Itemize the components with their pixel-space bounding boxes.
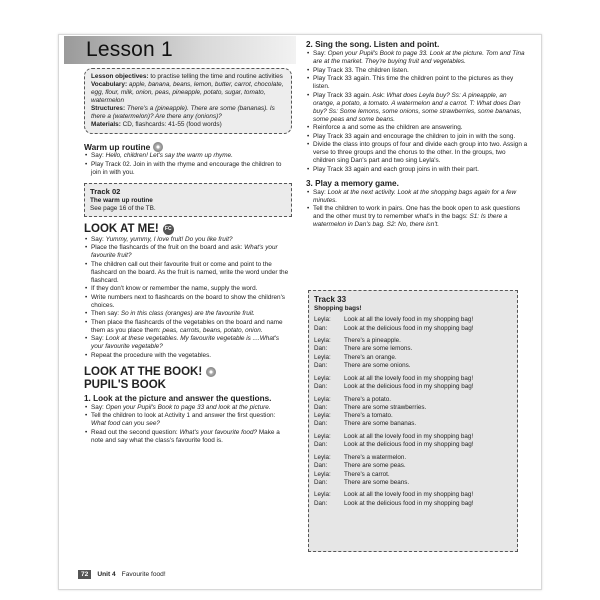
list-item: • Place the flashcards of the fruit on the board and ask: What's your favourite fruit? — [84, 244, 292, 260]
lyric-text: Look at all the lovely food in my shopping bag! — [344, 316, 474, 324]
objectives-box — [84, 68, 292, 134]
lyrics — [314, 316, 512, 508]
track02-box — [84, 183, 292, 217]
lyric-line — [314, 454, 512, 462]
lyric-line — [314, 404, 512, 412]
list-item: • Say: Open your Pupil's Book to page 33 and look at the picture. — [84, 404, 292, 412]
lyric-line — [314, 337, 512, 345]
materials-text: CD, flashcards: 41-55 (food words) — [122, 121, 222, 128]
list-item: • Tell the children to look at Activity 1 and answer the first question: What food can you see? — [84, 412, 292, 428]
lyric-text: There are some peas. — [344, 462, 406, 470]
materials-label: Materials: — [91, 121, 121, 128]
list-item: • Play Track 33 again and each group joins in with their part. — [306, 166, 528, 174]
lyric-text: There's a carrot. — [344, 470, 390, 478]
lyric-line — [314, 383, 512, 391]
page-number: 72 — [78, 570, 91, 579]
step1-heading: 1. Look at the picture and answer the questions. — [84, 393, 272, 403]
list-item: • Play Track 02. Join in with the rhyme and encourage the children to join in with you. — [84, 161, 292, 177]
speaker: Dan: — [314, 462, 328, 470]
speaker: Dan: — [314, 345, 328, 353]
lyric-line — [314, 412, 512, 420]
cd-icon — [206, 367, 216, 377]
lookatme-heading — [84, 223, 292, 236]
cd-icon — [153, 142, 163, 152]
list-item: • Play Track 33. The children listen. — [306, 67, 528, 75]
vocabulary-label: Vocabulary: — [91, 81, 128, 88]
lyric-line — [314, 375, 512, 383]
speaker: Dan: — [314, 441, 328, 449]
objectives-label: Lesson objectives: — [91, 73, 149, 80]
speaker: Leyla: — [314, 337, 331, 345]
track02-title: Track 02 — [90, 186, 121, 196]
list-item: • The children call out their favourite fruit or come and point to the flashcard on the board. As the fruit is named, write the word under the flashcard. — [84, 261, 292, 285]
list-item: • Read out the second question: What's your favourite food? Make a note and say what the class's favourite food is. — [84, 429, 292, 445]
lyric-text: There are some strawberries. — [344, 403, 427, 411]
lyric-text: Look at the delicious food in my shopping bag! — [344, 499, 474, 507]
lyric-text: Look at the delicious food in my shopping bag! — [344, 382, 474, 390]
lyric-line — [314, 441, 512, 449]
list-item: • Play Track 33 again. This time the children point to the pictures as they listen. — [306, 75, 528, 91]
left-column — [84, 68, 292, 445]
list-item: • Say: Open your Pupil's Book to page 33. Look at the picture. Tom and Tina are at the market. They're buying fruit and vegetables. — [306, 50, 528, 66]
warmup-heading — [84, 142, 292, 152]
speaker: Leyla: — [314, 374, 331, 382]
lyric-text: There's a potato. — [344, 395, 392, 403]
lyric-text: There are some bananas. — [344, 420, 417, 428]
list-item: • Say: Yummy, yummy, I love fruit! Do you like fruit? — [84, 236, 292, 244]
structures-label: Structures: — [91, 105, 126, 112]
list-item: • Then say: So in this class (oranges) are the favourite fruit. — [84, 310, 292, 318]
speaker: Dan: — [314, 382, 328, 390]
lyric-text: There's an orange. — [344, 353, 397, 361]
lookbook-heading — [84, 366, 292, 379]
speaker: Leyla: — [314, 491, 331, 499]
lyric-text: There are some lemons. — [344, 345, 413, 353]
memory-list — [306, 189, 528, 230]
list-item: • Play Track 33 again and encourage the children to join in with the song. — [306, 133, 528, 141]
speaker: Leyla: — [314, 453, 331, 461]
speaker: Dan: — [314, 324, 328, 332]
lyric-line — [314, 396, 512, 404]
lookatme-list — [84, 236, 292, 360]
track33-title: Track 33 — [314, 295, 347, 304]
list-item: • If they don't know or remember the name, supply the word. — [84, 285, 292, 293]
lyric-text: Look at the delicious food in my shopping bag! — [344, 441, 474, 449]
track02-text: See page 16 of the TB. — [90, 204, 156, 212]
verse — [314, 316, 512, 333]
list-item: • Write numbers next to flashcards on the board to show the children's choices. — [84, 294, 292, 310]
right-column — [306, 38, 528, 230]
sing-heading: 2. Sing the song. Listen and point. — [306, 40, 440, 49]
list-item: • Reinforce a and some as the children are answering. — [306, 124, 528, 132]
footer — [78, 570, 166, 579]
list-item: • Tell the children to work in pairs. One has the book open to ask questions and the other must try to remember what's in the bags: S1: Is there a watermelon in Dan's bag. S2: No, there isn't. — [306, 205, 528, 229]
lyric-text: Look at all the lovely food in my shopping bag! — [344, 491, 474, 499]
speaker: Leyla: — [314, 395, 331, 403]
lyric-line — [314, 491, 512, 499]
memory-heading: 3. Play a memory game. — [306, 178, 399, 188]
speaker: Dan: — [314, 499, 328, 507]
unit-label: Unit 4 — [97, 571, 116, 578]
lyric-line — [314, 479, 512, 487]
lyric-line — [314, 345, 512, 353]
list-item: • Say: Look at these vegetables. My favourite vegetable is ....What's your favourite vegetable? — [84, 335, 292, 351]
lyric-line — [314, 471, 512, 479]
warmup-heading-text: Warm up routine — [84, 142, 151, 152]
lyric-line — [314, 316, 512, 324]
track02-subtitle: The warm up routine — [90, 196, 153, 204]
pupils-book-heading: PUPIL'S BOOK — [84, 378, 166, 391]
verse — [314, 337, 512, 370]
track33-subtitle: Shopping bags! — [314, 305, 362, 312]
structures-text: There's a (pineapple). There are some (bananas). Is there a (watermelon)? Are there any (onions)? — [91, 105, 275, 120]
lyric-line — [314, 433, 512, 441]
lyric-text: There are some beans. — [344, 478, 410, 486]
speaker: Leyla: — [314, 470, 331, 478]
lyric-text: Look at all the lovely food in my shopping bag! — [344, 374, 474, 382]
objectives-text: to practise telling the time and routine activities — [150, 73, 283, 80]
verse — [314, 396, 512, 429]
sing-list — [306, 50, 528, 174]
speaker: Leyla: — [314, 412, 331, 420]
unit-title: Favourite food! — [121, 571, 166, 578]
lyric-line — [314, 420, 512, 428]
list-item: • Say: Hello, children! Let's say the warm up rhyme. — [84, 152, 292, 160]
lyric-line — [314, 500, 512, 508]
verse — [314, 454, 512, 487]
speaker: Dan: — [314, 478, 328, 486]
list-item: • Play Track 33 again. Ask: What does Leyla buy? Ss: A pineapple, an orange, a potato, a tomato. A watermelon and a carrot. T: What does Dan buy? Ss: Some lemons, some onions, some strawberries, some bananas, some peas and some beans. — [306, 92, 528, 124]
speaker: Dan: — [314, 403, 328, 411]
lyric-text: There's a watermelon. — [344, 453, 407, 461]
speaker: Leyla: — [314, 433, 331, 441]
lyric-line — [314, 325, 512, 333]
track33-box — [308, 290, 518, 552]
flashcard-icon: FC — [163, 224, 174, 235]
lesson-title: Lesson 1 — [86, 38, 173, 61]
verse — [314, 491, 512, 508]
lookbook-heading-text: LOOK AT THE BOOK! — [84, 365, 203, 378]
speaker: Dan: — [314, 362, 328, 370]
lyric-text: There are some onions. — [344, 362, 411, 370]
lyric-text: Look at all the lovely food in my shopping bag! — [344, 433, 474, 441]
speaker: Dan: — [314, 420, 328, 428]
lookatme-heading-text: LOOK AT ME! — [84, 222, 159, 235]
list-item: • Repeat the procedure with the vegetables. — [84, 352, 292, 360]
lyric-text: There's a tomato. — [344, 412, 393, 420]
speaker: Leyla: — [314, 353, 331, 361]
list-item: • Divide the class into groups of four and divide each group into two. Assign a verse to three groups and the chorus to the other. In the groups, two children sing Dan's part and two sing Leyla's. — [306, 141, 528, 165]
lyric-text: Look at the delicious food in my shopping bag! — [344, 324, 474, 332]
lyric-line — [314, 354, 512, 362]
lyric-line — [314, 462, 512, 470]
lyric-line — [314, 362, 512, 370]
verse — [314, 375, 512, 392]
list-item: • Then place the flashcards of the vegetables on the board and name them as you place them: peas, carrots, beans, potato, onion. — [84, 319, 292, 335]
verse — [314, 433, 512, 450]
lyric-text: There's a pineapple. — [344, 337, 401, 345]
warmup-list — [84, 152, 292, 177]
vocabulary-text: apple, banana, beans, lemon, butter, carrot, chocolate, egg, flour, milk, onion, peas, pineapple, potato, sugar, tomato, watermelon — [91, 81, 284, 104]
list-item: • Say: Look at the next activity. Look at the shopping bags again for a few minutes. — [306, 189, 528, 205]
lookbook-list — [84, 404, 292, 445]
speaker: Leyla: — [314, 316, 331, 324]
